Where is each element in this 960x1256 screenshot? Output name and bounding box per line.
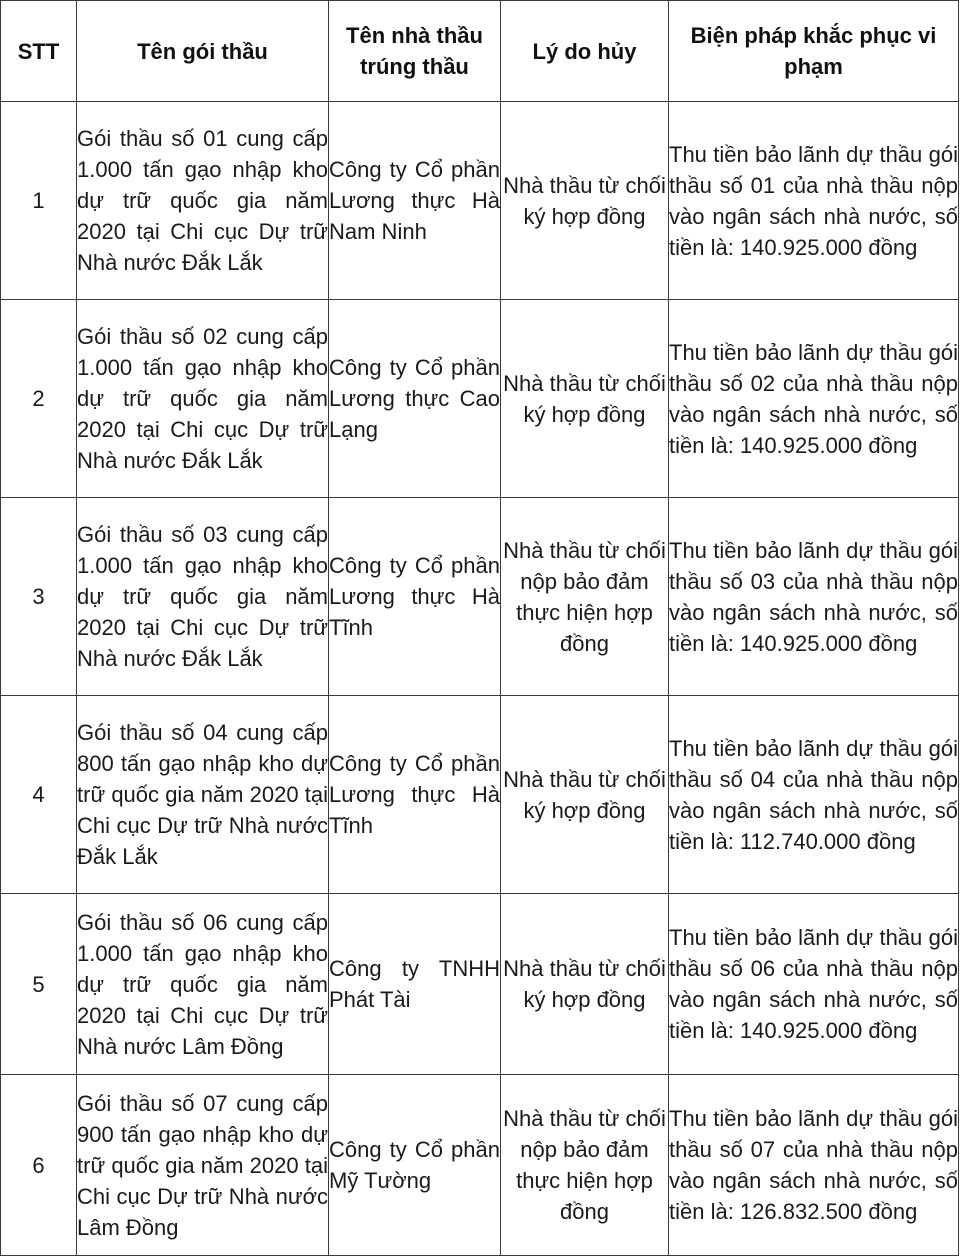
cell-winner: Công ty Cổ phần Lương thực Hà Tĩnh [329, 696, 501, 894]
cell-remedy: Thu tiền bảo lãnh dự thầu gói thầu số 07 của nhà thầu nộp vào ngân sách nhà nước, số tiền là: 126.832.500 đồng [669, 1075, 959, 1256]
cell-reason: Nhà thầu từ chối ký hợp đồng [501, 894, 669, 1075]
header-remedy [669, 1, 959, 102]
table-body [1, 102, 959, 1256]
table-row [1, 696, 959, 894]
cell-stt: 4 [1, 696, 77, 894]
header-package-name: Tên gói thầu [77, 1, 329, 102]
cell-winner: Công ty Cổ phần Mỹ Tường [329, 1075, 501, 1256]
header-winner [329, 1, 501, 102]
header-winner-line1: Tên nhà thầu [346, 23, 483, 48]
cell-stt: 1 [1, 102, 77, 300]
table-row [1, 894, 959, 1075]
header-winner-line2: trúng thầu [360, 54, 469, 79]
table-row [1, 498, 959, 696]
table-header [1, 1, 959, 102]
header-reason: Lý do hủy [501, 1, 669, 102]
cell-stt: 6 [1, 1075, 77, 1256]
cell-remedy: Thu tiền bảo lãnh dự thầu gói thầu số 01 của nhà thầu nộp vào ngân sách nhà nước, số tiền là: 140.925.000 đồng [669, 102, 959, 300]
cell-package-name: Gói thầu số 03 cung cấp 1.000 tấn gạo nhập kho dự trữ quốc gia năm 2020 tại Chi cục Dự trữ Nhà nước Đắk Lắk [77, 498, 329, 696]
cell-package-name: Gói thầu số 02 cung cấp 1.000 tấn gạo nhập kho dự trữ quốc gia năm 2020 tại Chi cục Dự trữ Nhà nước Đắk Lắk [77, 300, 329, 498]
cell-reason: Nhà thầu từ chối nộp bảo đảm thực hiện hợp đồng [501, 1075, 669, 1256]
cell-reason: Nhà thầu từ chối ký hợp đồng [501, 102, 669, 300]
cell-remedy: Thu tiền bảo lãnh dự thầu gói thầu số 03 của nhà thầu nộp vào ngân sách nhà nước, số tiền là: 140.925.000 đồng [669, 498, 959, 696]
cell-reason: Nhà thầu từ chối ký hợp đồng [501, 300, 669, 498]
cell-winner: Công ty TNHH Phát Tài [329, 894, 501, 1075]
cell-package-name: Gói thầu số 06 cung cấp 1.000 tấn gạo nhập kho dự trữ quốc gia năm 2020 tại Chi cục Dự trữ Nhà nước Lâm Đồng [77, 894, 329, 1075]
header-remedy-line2: khắc phục vi phạm [784, 23, 937, 79]
cell-stt: 5 [1, 894, 77, 1075]
cell-winner: Công ty Cổ phần Lương thực Hà Tĩnh [329, 498, 501, 696]
cell-package-name: Gói thầu số 01 cung cấp 1.000 tấn gạo nhập kho dự trữ quốc gia năm 2020 tại Chi cục Dự trữ Nhà nước Đắk Lắk [77, 102, 329, 300]
header-row [1, 1, 959, 102]
cell-remedy: Thu tiền bảo lãnh dự thầu gói thầu số 04 của nhà thầu nộp vào ngân sách nhà nước, số tiền là: 112.740.000 đồng [669, 696, 959, 894]
header-remedy-line1: Biện pháp [690, 23, 797, 48]
cell-package-name: Gói thầu số 04 cung cấp 800 tấn gạo nhập kho dự trữ quốc gia năm 2020 tại Chi cục Dự trữ Nhà nước Đắk Lắk [77, 696, 329, 894]
cell-remedy: Thu tiền bảo lãnh dự thầu gói thầu số 06 của nhà thầu nộp vào ngân sách nhà nước, số tiền là: 140.925.000 đồng [669, 894, 959, 1075]
cell-winner: Công ty Cổ phần Lương thực Hà Nam Ninh [329, 102, 501, 300]
cell-reason: Nhà thầu từ chối ký hợp đồng [501, 696, 669, 894]
cell-stt: 3 [1, 498, 77, 696]
header-stt: STT [1, 1, 77, 102]
cell-stt: 2 [1, 300, 77, 498]
cell-package-name: Gói thầu số 07 cung cấp 900 tấn gạo nhập kho dự trữ quốc gia năm 2020 tại Chi cục Dự trữ Nhà nước Lâm Đồng [77, 1075, 329, 1256]
cell-winner: Công ty Cổ phần Lương thực Cao Lạng [329, 300, 501, 498]
table-row [1, 102, 959, 300]
cell-remedy: Thu tiền bảo lãnh dự thầu gói thầu số 02 của nhà thầu nộp vào ngân sách nhà nước, số tiền là: 140.925.000 đồng [669, 300, 959, 498]
cell-reason: Nhà thầu từ chối nộp bảo đảm thực hiện hợp đồng [501, 498, 669, 696]
table-row [1, 1075, 959, 1256]
table-row [1, 300, 959, 498]
